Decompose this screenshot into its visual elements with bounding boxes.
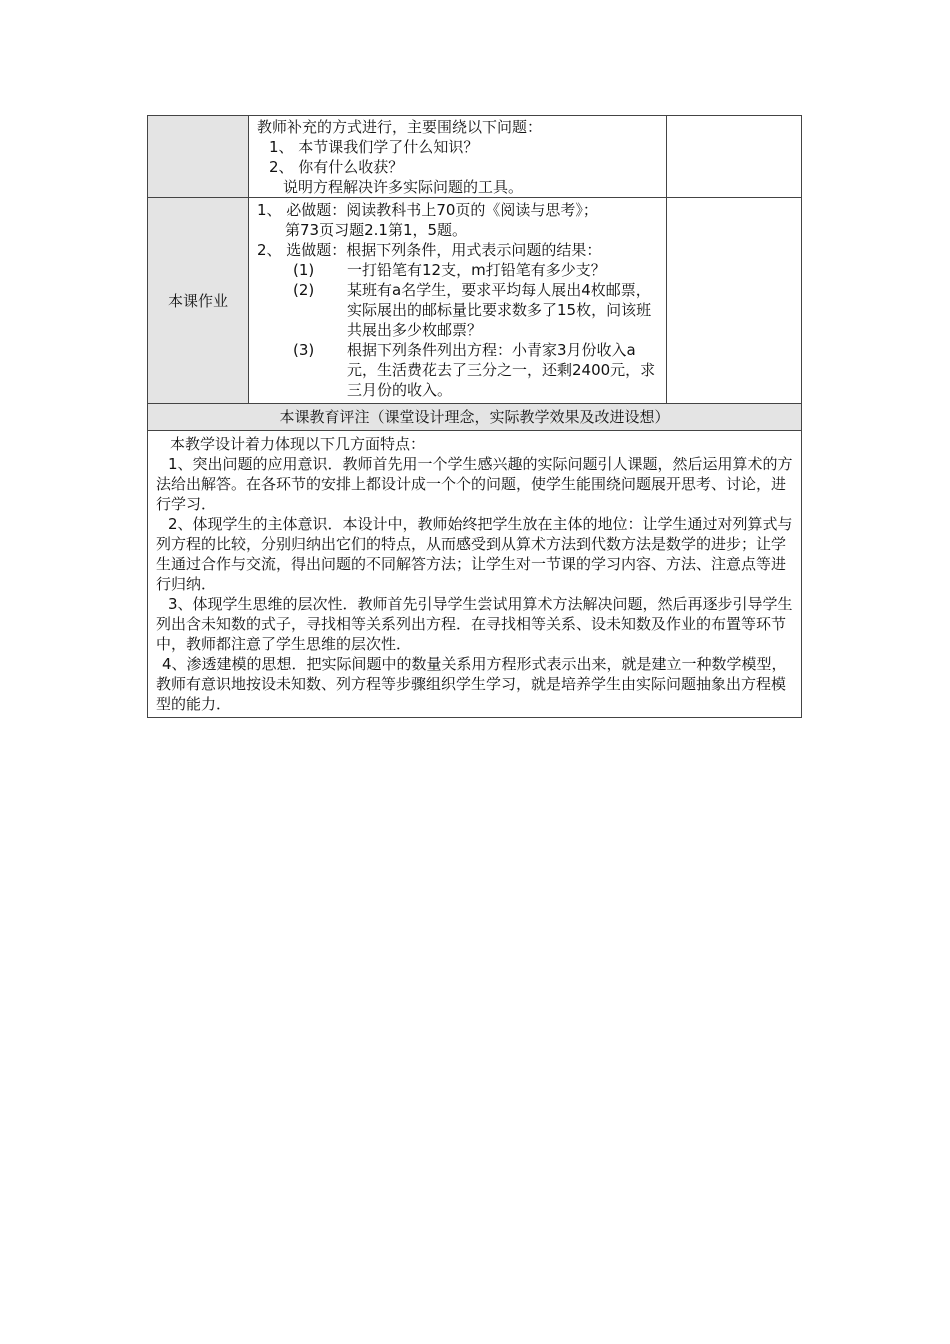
sub-text: 某班有a名学生，要求平均每人展出4枚邮票，实际展出的邮标量比要求数多了15枚，问该班共展出多少枚邮票？ bbox=[347, 281, 652, 339]
homework-item-1: 1、 必做题：阅读教科书上70页的《阅读与思考》； bbox=[257, 201, 598, 219]
evaluation-point-2: 2、体现学生的主体意识．本设计中，教师始终把学生放在主体的地位：让学生通过对列算式与列方程的比较，分别归纳出它们的特点，从而感受到从算术方法到代数方法是数学的进步；让学生通过合作与交流，得出问题的不同解答方法；让学生对一节课的学习内容、方法、注意点等进行归纳． bbox=[156, 515, 793, 593]
summary-label-cell bbox=[148, 116, 249, 197]
homework-sub-1 bbox=[257, 260, 662, 280]
summary-line-4: 说明方程解决许多实际问题的工具。 bbox=[283, 178, 524, 196]
sub-text: 一打铅笔有12支，m打铅笔有多少支？ bbox=[347, 261, 606, 279]
summary-notes-cell bbox=[667, 116, 801, 197]
evaluation-point-1: 1、突出问题的应用意识．教师首先用一个学生感兴趣的实际问题引人课题，然后运用算术的方法给出解答。在各环节的安排上都设计成一个个的问题，使学生能围绕问题展开思考、讨论，进行学习． bbox=[156, 455, 793, 513]
homework-sub-2 bbox=[257, 280, 662, 340]
summary-line-2: 1、 本节课我们学了什么知识？ bbox=[269, 138, 479, 156]
homework-item-1-cont: 第73页习题2.1第1，5题。 bbox=[285, 221, 468, 239]
lesson-plan-table bbox=[147, 115, 802, 718]
summary-row bbox=[148, 116, 801, 198]
sub-number: (1) bbox=[293, 261, 315, 279]
homework-row bbox=[148, 198, 801, 404]
homework-sub-3 bbox=[257, 340, 662, 400]
evaluation-point-4: 4、渗透建模的思想．把实际间题中的数量关系用方程形式表示出来，就是建立一种数学模型，教师有意识地按设未知数、列方程等步骤组织学生学习，就是培养学生由实际问题抽象出方程模型的能力． bbox=[156, 655, 787, 713]
summary-line-1: 教师补充的方式进行，主要围绕以下问题： bbox=[257, 118, 543, 136]
summary-line-3: 2、 你有什么收获？ bbox=[269, 158, 404, 176]
summary-content-cell bbox=[249, 116, 667, 197]
evaluation-intro: 本教学设计着力体现以下几方面特点： bbox=[170, 435, 426, 453]
sub-number: (3) bbox=[293, 341, 315, 359]
homework-label: 本课作业 bbox=[167, 291, 228, 310]
homework-content-cell bbox=[249, 198, 667, 403]
sub-number: (2) bbox=[293, 281, 315, 299]
sub-text: 根据下列条件列出方程：小青家3月份收入a元，生活费花去了三分之一，还剩2400元，求三月份的收入。 bbox=[347, 341, 656, 399]
homework-item-2: 2、 选做题：根据下列条件，用式表示问题的结果： bbox=[257, 241, 602, 259]
homework-notes-cell bbox=[667, 198, 801, 403]
evaluation-header: 本课教育评注（课堂设计理念，实际教学效果及改进设想） bbox=[148, 404, 801, 431]
homework-label-cell bbox=[148, 198, 249, 403]
evaluation-point-3: 3、体现学生思维的层次性．教师首先引导学生尝试用算术方法解决问题，然后再逐步引导学生列出含未知数的式子，寻找相等关系列出方程．在寻找相等关系、设未知数及作业的布置等环节中，教师都注意了学生思维的层次性． bbox=[156, 595, 793, 653]
evaluation-body bbox=[148, 431, 801, 717]
